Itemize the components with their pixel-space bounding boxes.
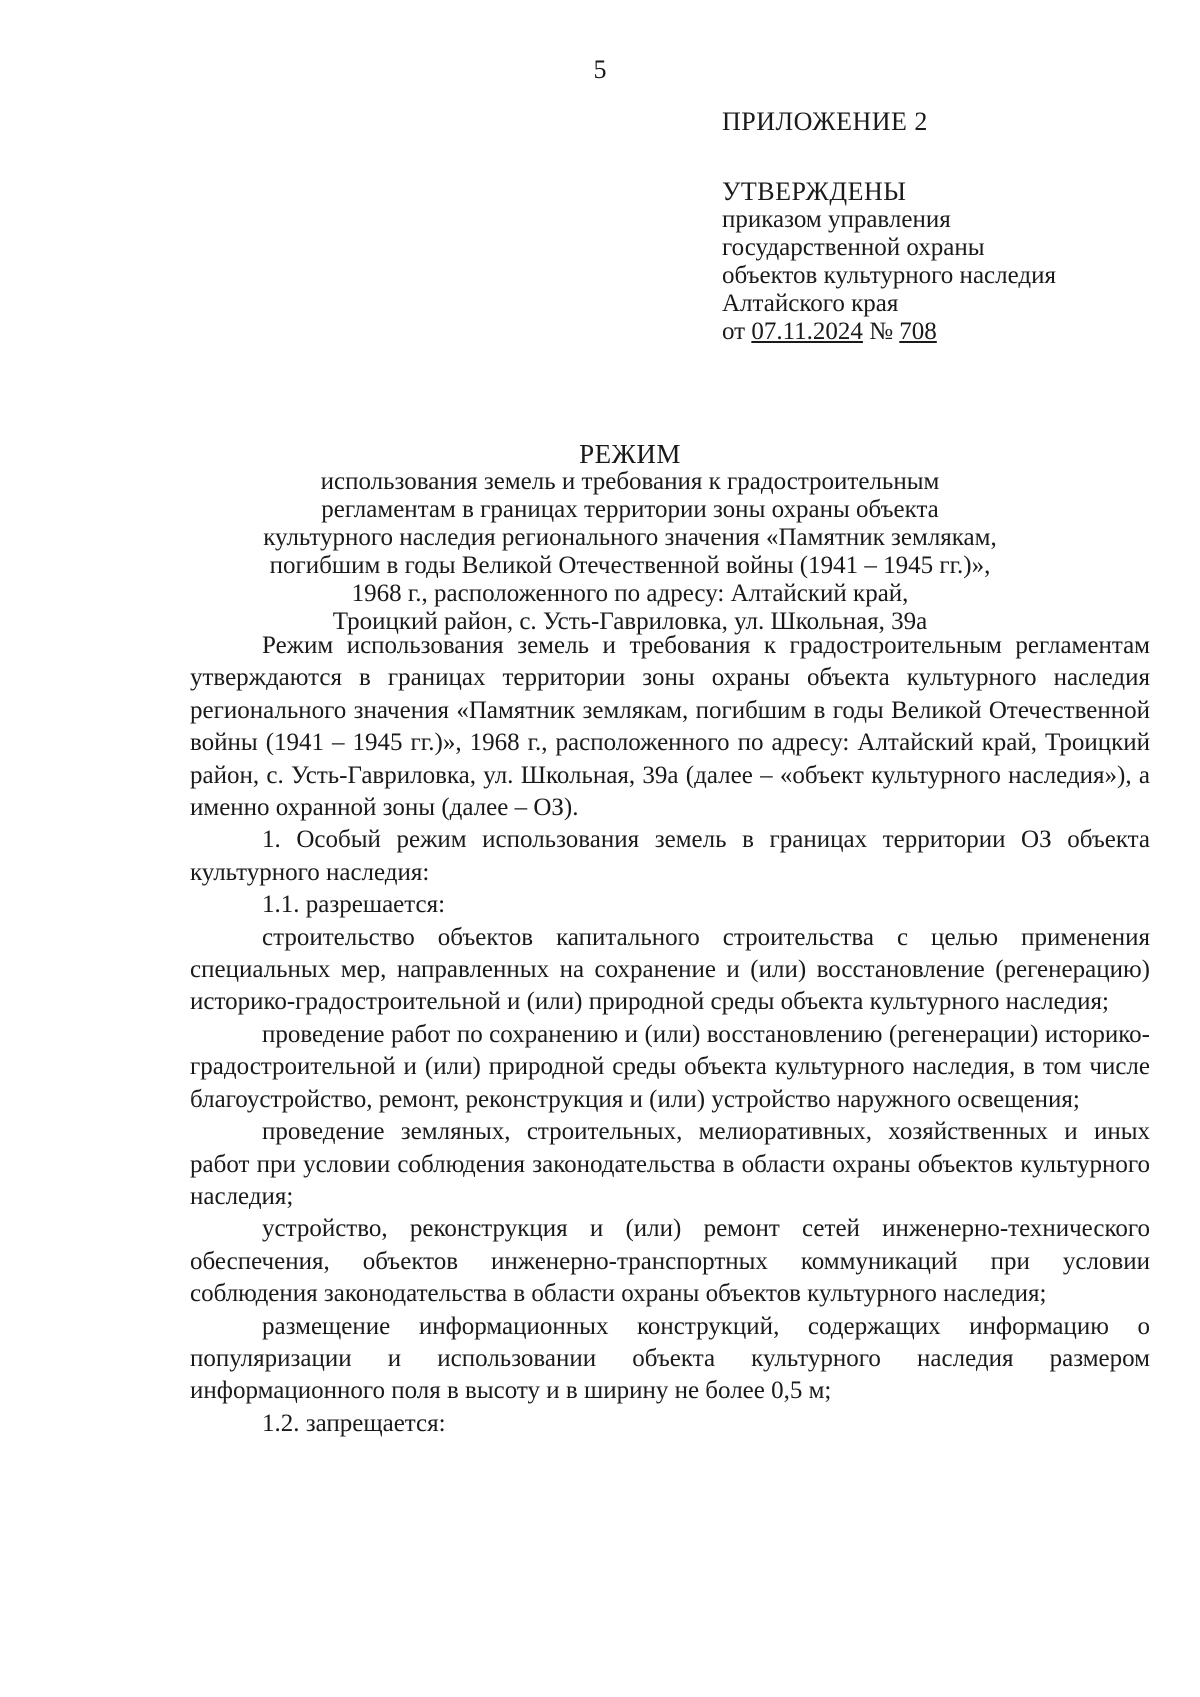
document-body: [190, 630, 1150, 1440]
subtitle-line: использования земель и требования к градостроительным: [320, 468, 940, 495]
approval-line: Алтайского края: [722, 290, 899, 317]
title-block: [200, 440, 1060, 636]
subtitle-line: Троицкий район, с. Усть-Гавриловка, ул. Школьная, 39а: [332, 608, 928, 635]
approved-heading: УТВЕРЖДЕНЫ: [722, 177, 907, 206]
approval-block: [722, 108, 1056, 346]
paragraph: размещение информационных конструкций, содержащих информацию о популяризации и использовании объекта культурного наследия размером информационного поля в высоту и в ширину не более 0,5 м;: [190, 1312, 1150, 1405]
page-number: 5: [593, 55, 607, 84]
document-title: РЕЖИМ: [579, 439, 681, 469]
number-prefix: №: [862, 318, 900, 345]
subtitle-line: погибшим в годы Великой Отечественной войны (1941 – 1945 гг.)»,: [269, 552, 991, 579]
paragraph: Режим использования земель и требования к градостроительным регламентам утверждаются в границах территории зоны охраны объекта культурного наследия регионального значения «Памятник землякам, погибшим в годы Великой Отечественной войны (1941 – 1945 гг.)», 1968 г., расположенного по адресу: Алтайский край, Троицкий район, с. Усть-Гавриловка, ул. Школьная, 39а (далее – «объект культурного наследия»), а именно охранной зоны (далее – ОЗ).: [190, 632, 1150, 822]
paragraph: 1.1. разрешается:: [262, 891, 446, 919]
paragraph: 1. Особый режим использования земель в границах территории ОЗ объекта культурного наследия:: [190, 826, 1150, 886]
subtitle-line: культурного наследия регионального значения «Памятник землякам,: [263, 524, 997, 551]
subtitle-line: регламентам в границах территории зоны охраны объекта: [321, 496, 939, 523]
paragraph: 1.2. запрещается:: [262, 1409, 446, 1437]
paragraph: строительство объектов капитального строительства с целью применения специальных мер, направленных на сохранение и (или) восстановление (регенерацию) историко-градостроительной и (или) природной среды объекта культурного наследия;: [190, 923, 1150, 1016]
appendix-title: ПРИЛОЖЕНИЕ 2: [722, 107, 928, 136]
paragraph: устройство, реконструкция и (или) ремонт сетей инженерно-технического обеспечения, объектов инженерно-транспортных коммуникаций при условии соблюдения законодательства в области охраны объектов культурного наследия;: [190, 1215, 1150, 1308]
order-number: 708: [899, 318, 937, 345]
order-date: 07.11.2024: [751, 318, 863, 345]
subtitle-line: 1968 г., расположенного по адресу: Алтайский край,: [351, 580, 909, 607]
date-prefix: от: [722, 318, 752, 345]
approval-line: приказом управления: [722, 206, 951, 233]
approval-line: объектов культурного наследия: [722, 262, 1056, 289]
approval-line: государственной охраны: [722, 234, 985, 261]
paragraph: проведение работ по сохранению и (или) восстановлению (регенерации) историко-градостроительной и (или) природной среды объекта культурного наследия, в том числе благоустройство, ремонт, реконструкция и (или) устройство наружного освещения;: [190, 1020, 1150, 1113]
paragraph: проведение земляных, строительных, мелиоративных, хозяйственных и иных работ при условии соблюдения законодательства в области охраны объектов культурного наследия;: [190, 1118, 1150, 1210]
approval-date-line: [722, 318, 1056, 346]
